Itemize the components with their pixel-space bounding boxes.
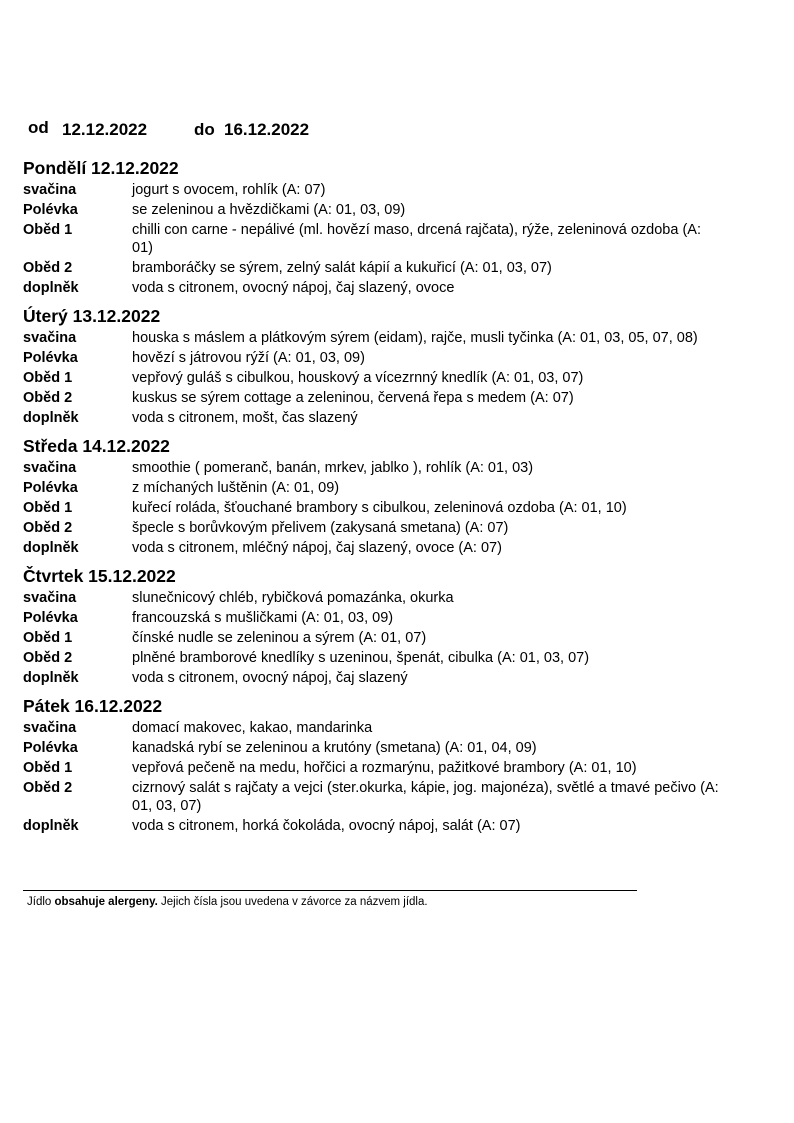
meal-label: Oběd 1	[23, 222, 73, 238]
meal-row	[23, 629, 743, 647]
meal-row	[23, 817, 743, 835]
day-block	[23, 564, 743, 687]
from-label: od	[28, 118, 49, 137]
meal-label: svačina	[23, 460, 77, 476]
meal-label: svačina	[23, 720, 77, 736]
meal-label: Oběd 1	[23, 760, 73, 776]
meal-text: jogurt s ovocem, rohlík (A: 07)	[132, 182, 326, 198]
meal-row	[23, 259, 743, 277]
meal-row	[23, 409, 743, 427]
meal-text: houska s máslem a plátkovým sýrem (eidam), rajče, musli tyčinka (A: 01, 03, 05, 07, 08)	[132, 330, 698, 346]
day-title: Středa 14.12.2022	[23, 436, 170, 456]
meal-label: doplněk	[23, 818, 79, 834]
meal-row	[23, 739, 743, 757]
allergen-note-prefix: Jídlo	[27, 896, 55, 908]
day-title: Čtvrtek 15.12.2022	[23, 566, 176, 586]
meal-row	[23, 459, 743, 477]
meal-text: vepřový guláš s cibulkou, houskový a vícezrnný knedlík (A: 01, 03, 07)	[132, 370, 584, 386]
day-title: Úterý 13.12.2022	[23, 306, 161, 326]
meal-label: doplněk	[23, 540, 79, 556]
meal-row	[23, 221, 743, 257]
meal-text: bramboráčky se sýrem, zelný salát kápií a kukuřicí (A: 01, 03, 07)	[132, 260, 552, 276]
meal-text: voda s citronem, mošt, čas slazený	[132, 410, 358, 426]
meal-row	[23, 649, 743, 667]
day-title: Pondělí 12.12.2022	[23, 158, 179, 178]
meal-label: doplněk	[23, 410, 79, 426]
meal-text: plněné bramborové knedlíky s uzeninou, špenát, cibulka (A: 01, 03, 07)	[132, 650, 590, 666]
meal-text: cizrnový salát s rajčaty a vejci (ster.okurka, kápie, jog. majonéza), světlé a tmavé pečivo (A: 01, 03, 07)	[132, 780, 719, 814]
meal-text: kuřecí roláda, šťouchané brambory s cibulkou, zeleninová ozdoba (A: 01, 10)	[132, 500, 627, 516]
meal-label: Oběd 2	[23, 390, 73, 406]
day-block	[23, 434, 743, 557]
meal-row	[23, 279, 743, 297]
meal-label: Oběd 1	[23, 370, 73, 386]
to-label: do	[194, 120, 215, 139]
footer-divider	[23, 890, 637, 891]
meal-text: slunečnicový chléb, rybičková pomazánka, okurka	[132, 590, 454, 606]
meal-text: voda s citronem, ovocný nápoj, čaj slazený, ovoce	[132, 280, 455, 296]
meal-row	[23, 719, 743, 737]
meal-text: se zeleninou a hvězdičkami (A: 01, 03, 09)	[132, 202, 406, 218]
meal-label: svačina	[23, 590, 77, 606]
allergen-note-bold: obsahuje alergeny.	[54, 896, 158, 908]
meal-row	[23, 519, 743, 537]
from-date: 12.12.2022	[62, 120, 148, 139]
meal-label: Oběd 2	[23, 650, 73, 666]
meal-row	[23, 539, 743, 557]
meal-label: Oběd 1	[23, 630, 73, 646]
to-date: 16.12.2022	[224, 120, 310, 139]
allergen-note-suffix: Jejich čísla jsou uvedena v závorce za názvem jídla.	[157, 896, 428, 908]
meal-row	[23, 479, 743, 497]
meal-text: domací makovec, kakao, mandarinka	[132, 720, 373, 736]
meal-text: chilli con carne - nepálivé (ml. hovězí maso, drcená rajčata), rýže, zeleninová ozdoba (A: 01)	[132, 222, 701, 256]
meal-row	[23, 779, 743, 815]
meal-text: špecle s borůvkovým přelivem (zakysaná smetana) (A: 07)	[132, 520, 509, 536]
meal-label: Polévka	[23, 350, 78, 366]
meal-row	[23, 389, 743, 407]
meal-text: voda s citronem, horká čokoláda, ovocný nápoj, salát (A: 07)	[132, 818, 521, 834]
meal-label: Polévka	[23, 480, 78, 496]
meal-text: hovězí s játrovou rýží (A: 01, 03, 09)	[132, 350, 365, 366]
meal-text: smoothie ( pomeranč, banán, mrkev, jablko ), rohlík (A: 01, 03)	[132, 460, 534, 476]
meal-text: voda s citronem, ovocný nápoj, čaj slazený	[132, 670, 408, 686]
meal-row	[23, 201, 743, 219]
meal-text: čínské nudle se zeleninou a sýrem (A: 01, 07)	[132, 630, 427, 646]
meal-row	[23, 589, 743, 607]
meal-row	[23, 669, 743, 687]
meal-label: Oběd 2	[23, 260, 73, 276]
meal-label: svačina	[23, 330, 77, 346]
meal-label: doplněk	[23, 670, 79, 686]
menu-days	[23, 156, 743, 842]
meal-text: z míchaných luštěnin (A: 01, 09)	[132, 480, 340, 496]
meal-row	[23, 759, 743, 777]
meal-text: kuskus se sýrem cottage a zeleninou, červená řepa s medem (A: 07)	[132, 390, 574, 406]
meal-label: Polévka	[23, 202, 78, 218]
meal-row	[23, 181, 743, 199]
day-title: Pátek 16.12.2022	[23, 696, 163, 716]
meal-label: Oběd 2	[23, 780, 73, 796]
day-block	[23, 694, 743, 835]
meal-row	[23, 349, 743, 367]
meal-row	[23, 499, 743, 517]
meal-label: Oběd 1	[23, 500, 73, 516]
meal-text: francouzská s mušličkami (A: 01, 03, 09)	[132, 610, 394, 626]
meal-row	[23, 609, 743, 627]
meal-label: Oběd 2	[23, 520, 73, 536]
meal-text: vepřová pečeně na medu, hořčici a rozmarýnu, pažitkové brambory (A: 01, 10)	[132, 760, 637, 776]
day-block	[23, 156, 743, 297]
allergen-note	[27, 896, 428, 908]
meal-label: svačina	[23, 182, 77, 198]
meal-label: doplněk	[23, 280, 79, 296]
meal-text: voda s citronem, mléčný nápoj, čaj slazený, ovoce (A: 07)	[132, 540, 502, 556]
day-block	[23, 304, 743, 427]
meal-text: kanadská rybí se zeleninou a krutóny (smetana) (A: 01, 04, 09)	[132, 740, 537, 756]
meal-label: Polévka	[23, 740, 78, 756]
meal-label: Polévka	[23, 610, 78, 626]
meal-row	[23, 369, 743, 387]
meal-row	[23, 329, 743, 347]
